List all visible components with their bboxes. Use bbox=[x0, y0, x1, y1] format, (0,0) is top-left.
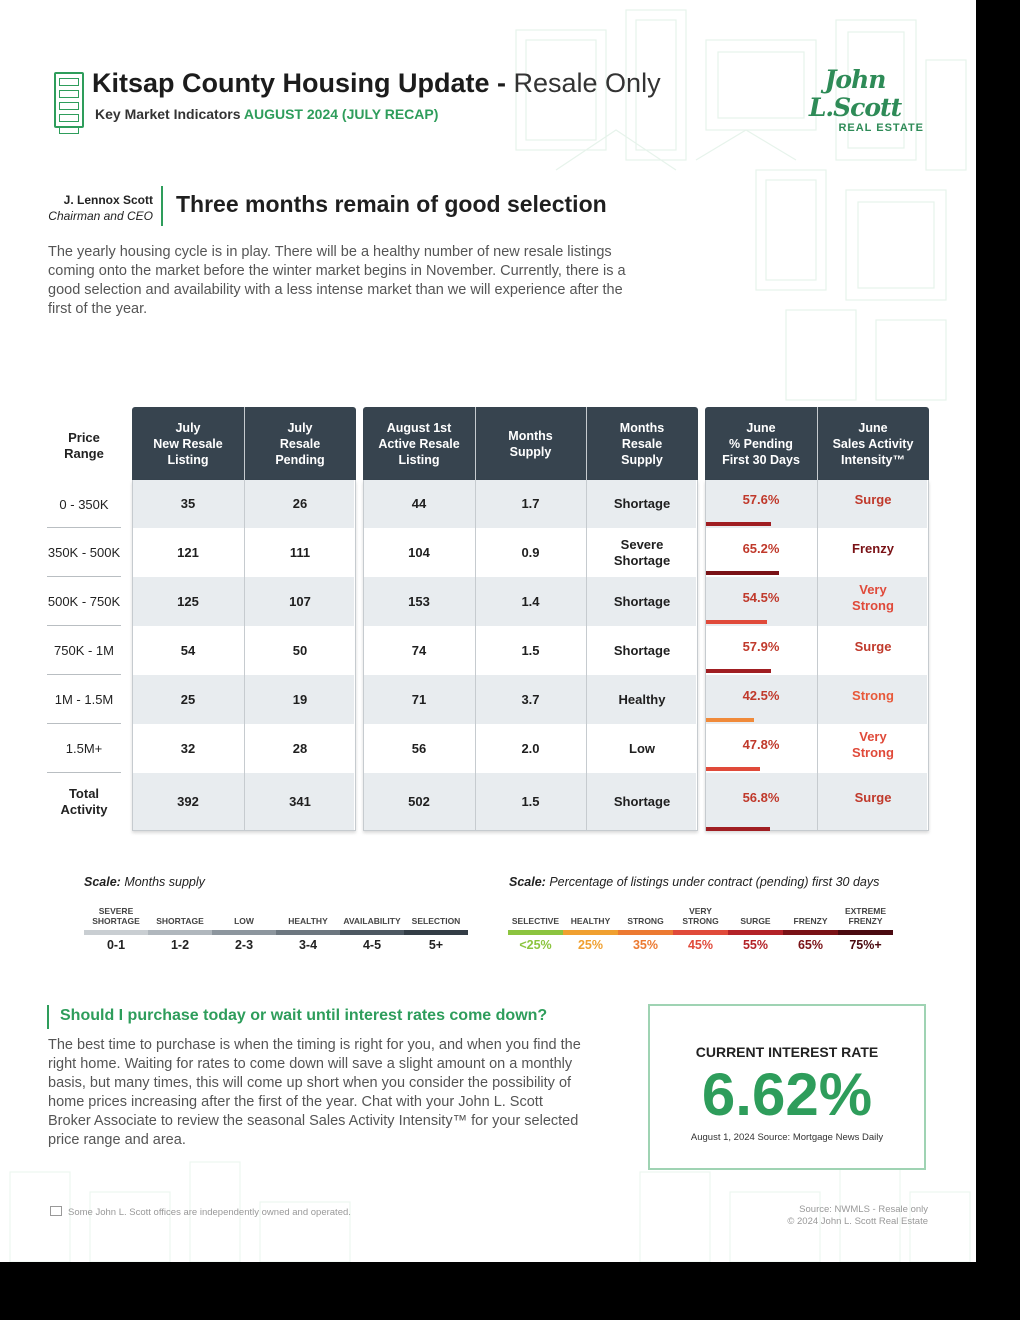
cell-intensity: Surge bbox=[854, 638, 892, 654]
column-header: Months Supply bbox=[508, 428, 553, 459]
divider bbox=[161, 186, 163, 226]
cell-supply: 1.5 bbox=[521, 642, 540, 658]
cell-pending: 107 bbox=[289, 593, 311, 609]
cell-supply-label: Severe Shortage bbox=[613, 536, 671, 568]
cell-supply: 3.7 bbox=[521, 691, 540, 707]
cell-active: 44 bbox=[411, 496, 427, 511]
cell-pct: 47.8% bbox=[742, 736, 780, 752]
page-subtitle: Key Market Indicators AUGUST 2024 (JULY RECAP) bbox=[95, 106, 439, 122]
cell-new: 35 bbox=[180, 496, 196, 511]
cell-supply: 1.7 bbox=[521, 496, 540, 511]
intro-paragraph: The yearly housing cycle is in play. There will be a healthy number of new resale listings coming onto the market before the winter market begins in November. Currently, there is a good selection and availability with a less intense market than we will experience after the first of the year. bbox=[48, 244, 626, 317]
price-range-cell: 500K - 750K bbox=[47, 594, 121, 609]
cell-supply-label: Healthy bbox=[618, 691, 666, 707]
scale-label: FRENZY bbox=[793, 916, 828, 926]
scale-value: 3-4 bbox=[298, 938, 318, 952]
scale-segment bbox=[340, 930, 404, 935]
question-body: The best time to purchase is when the timing is right for you, and when you find the right home. Waiting for rates to come down will save a slight amount on a monthly basis, but many times, this will come up short when you consider the possibility of home prices increasing after the first of the year. Chat with your John L. Scott Broker Associate to review the seasonal Sales Activity Intensity™ for your selected price range and area. bbox=[48, 1037, 581, 1148]
scale-segment bbox=[673, 930, 728, 935]
scale-label: HEALTHY bbox=[570, 916, 611, 926]
scale-label: SURGE bbox=[740, 916, 771, 926]
cell-intensity: Very Strong bbox=[852, 581, 894, 613]
cell-pct: 42.5% bbox=[742, 687, 780, 703]
scale-label: STRONG bbox=[627, 916, 664, 926]
cell-pct: 57.9% bbox=[742, 638, 780, 654]
scale-segment bbox=[84, 930, 148, 935]
scale-segment bbox=[783, 930, 838, 935]
price-range-cell: 750K - 1M bbox=[54, 643, 114, 658]
headline: Three months remain of good selection bbox=[176, 191, 607, 217]
scale-segment bbox=[563, 930, 618, 935]
footer-source-line: Source: NWMLS - Resale only bbox=[799, 1204, 928, 1215]
scale-value: <25% bbox=[519, 938, 552, 952]
scale-label: SEVERE SHORTAGE bbox=[92, 906, 140, 926]
scale-value: 2-3 bbox=[234, 938, 254, 952]
cell-intensity: Surge bbox=[854, 789, 892, 805]
document-icon bbox=[54, 72, 84, 128]
cell-supply: 1.5 bbox=[521, 793, 540, 809]
author-name: J. Lennox Scott bbox=[63, 193, 153, 207]
cell-new: 32 bbox=[180, 740, 196, 756]
scale-label: VERY STRONG bbox=[682, 906, 719, 926]
scale-value: 35% bbox=[632, 938, 659, 952]
scale-label: HEALTHY bbox=[288, 916, 328, 926]
price-range-cell: 1M - 1.5M bbox=[54, 692, 114, 707]
brand-sub: REAL ESTATE bbox=[838, 122, 924, 134]
cell-intensity: Strong bbox=[852, 687, 894, 703]
house-icon bbox=[50, 1206, 62, 1216]
cell-supply: 1.4 bbox=[521, 593, 540, 609]
column-header: July New Resale Listing bbox=[153, 420, 223, 467]
cell-pct: 54.5% bbox=[742, 589, 780, 605]
cell-active: 153 bbox=[408, 593, 430, 609]
cell-supply-label: Shortage bbox=[613, 593, 671, 609]
brand-name: John L.Scott bbox=[808, 65, 902, 122]
cell-pct: 56.8% bbox=[742, 789, 780, 805]
scale-segment bbox=[212, 930, 276, 935]
scale-value: 65% bbox=[797, 938, 824, 952]
price-range-header: Price Range bbox=[64, 430, 104, 461]
scale-segment bbox=[838, 930, 893, 935]
cell-active: 56 bbox=[411, 740, 427, 756]
cell-pending: 50 bbox=[292, 642, 308, 658]
cell-new: 121 bbox=[177, 544, 199, 560]
rate-source: August 1, 2024 Source: Mortgage News Daily bbox=[690, 1132, 884, 1143]
cell-pct: 65.2% bbox=[742, 540, 780, 556]
price-range-cell: 350K - 500K bbox=[47, 545, 121, 560]
cell-active: 502 bbox=[408, 793, 430, 809]
scale-value: 55% bbox=[742, 938, 769, 952]
scale-segment bbox=[508, 930, 563, 935]
cell-new: 54 bbox=[180, 642, 196, 658]
rate-value: 6.62% bbox=[701, 1061, 873, 1128]
divider bbox=[47, 1005, 49, 1029]
cell-active: 104 bbox=[408, 544, 430, 560]
author-block bbox=[40, 192, 153, 224]
price-range-cell: Total Activity bbox=[60, 785, 108, 817]
column-header: June Sales Activity Intensity™ bbox=[832, 420, 914, 467]
cell-active: 71 bbox=[411, 691, 427, 707]
cell-intensity: Frenzy bbox=[852, 540, 894, 556]
scale-segment bbox=[728, 930, 783, 935]
cell-pending: 111 bbox=[289, 544, 311, 560]
cell-pending: 26 bbox=[292, 496, 308, 511]
interest-rate-box bbox=[648, 1004, 926, 1170]
cell-active: 74 bbox=[411, 642, 427, 658]
cell-pending: 19 bbox=[292, 691, 308, 707]
cell-pending: 341 bbox=[289, 793, 311, 809]
scale-label: AVAILABILITY bbox=[343, 916, 401, 926]
brand-logo bbox=[780, 66, 930, 134]
scale-label: EXTREME FRENZY bbox=[844, 906, 887, 926]
cell-new: 25 bbox=[180, 691, 196, 707]
cell-intensity: Surge bbox=[854, 492, 892, 507]
scale-segment bbox=[276, 930, 340, 935]
footer-disclaimer: Some John L. Scott offices are independently owned and operated. bbox=[50, 1206, 351, 1218]
question-title: Should I purchase today or wait until interest rates come down? bbox=[60, 1007, 548, 1024]
cell-new: 125 bbox=[177, 593, 199, 609]
footer-copyright: © 2024 John L. Scott Real Estate bbox=[787, 1216, 928, 1227]
author-role: Chairman and CEO bbox=[48, 209, 153, 223]
footer-source bbox=[787, 1204, 928, 1228]
scale-segment bbox=[404, 930, 468, 935]
cell-supply-label: Shortage bbox=[613, 642, 671, 658]
scale-segment bbox=[618, 930, 673, 935]
scale-value: 75%+ bbox=[849, 938, 882, 952]
cell-pct: 57.6% bbox=[742, 492, 780, 507]
page-title: Kitsap County Housing Update - Resale Only bbox=[92, 68, 661, 98]
cell-supply: 0.9 bbox=[521, 544, 540, 560]
cell-supply-label: Low bbox=[629, 740, 655, 756]
scale-label: SELECTION bbox=[411, 916, 461, 926]
price-range-cell: 0 - 350K bbox=[59, 496, 109, 512]
scale-label: LOW bbox=[234, 916, 254, 926]
column-header: June % Pending First 30 Days bbox=[722, 420, 800, 467]
scale-label: SHORTAGE bbox=[156, 916, 204, 926]
scale-value: 4-5 bbox=[362, 938, 382, 952]
column-header: July Resale Pending bbox=[275, 420, 325, 467]
column-header: August 1st Active Resale Listing bbox=[378, 420, 460, 467]
scale-value: 5+ bbox=[428, 938, 444, 952]
scale-segment bbox=[148, 930, 212, 935]
price-range-cell: 1.5M+ bbox=[65, 741, 103, 756]
scale-value: 0-1 bbox=[106, 938, 126, 952]
scale-value: 1-2 bbox=[170, 938, 190, 952]
cell-new: 392 bbox=[177, 793, 199, 809]
pct-scale-title: Scale: Percentage of listings under contract (pending) first 30 days bbox=[509, 875, 880, 889]
scale-label: SELECTIVE bbox=[511, 916, 560, 926]
rate-label: CURRENT INTEREST RATE bbox=[695, 1044, 879, 1060]
cell-supply-label: Shortage bbox=[613, 496, 671, 511]
pending-bar bbox=[706, 827, 770, 831]
cell-supply-label: Shortage bbox=[613, 793, 671, 809]
cell-supply: 2.0 bbox=[521, 740, 540, 756]
scale-value: 25% bbox=[577, 938, 604, 952]
column-header: Months Resale Supply bbox=[619, 420, 665, 467]
cell-pending: 28 bbox=[292, 740, 308, 756]
supply-scale-title: Scale: Months supply bbox=[84, 875, 205, 889]
scale-value: 45% bbox=[687, 938, 714, 952]
cell-intensity: Very Strong bbox=[852, 728, 894, 760]
